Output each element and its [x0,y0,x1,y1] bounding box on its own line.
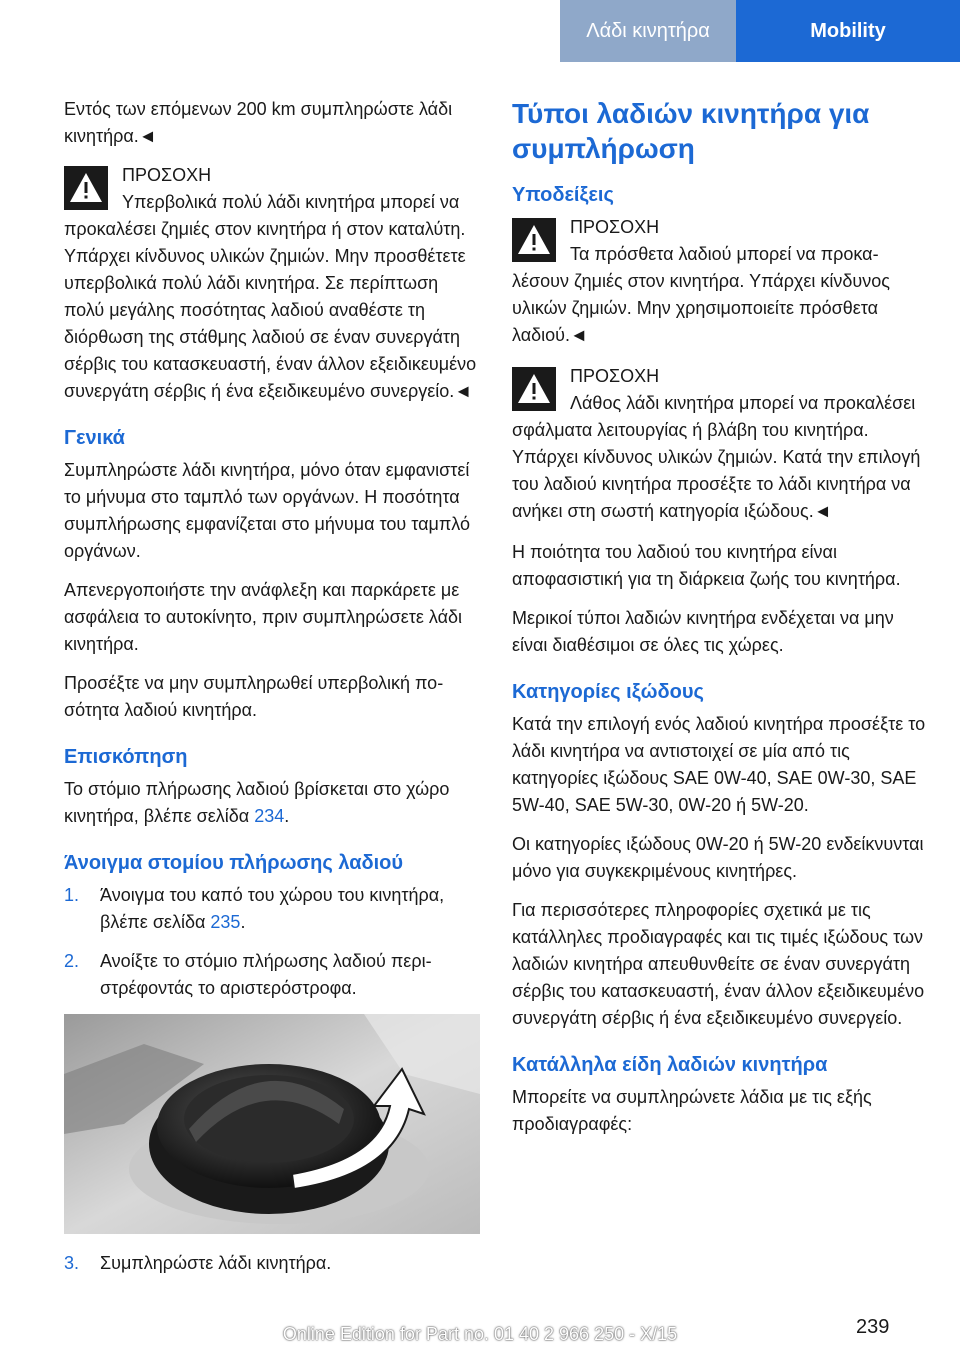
quality-paragraph: Η ποιότητα του λαδιού του κινητήρα είναι αποφασιστική για τη διάρκεια ζωής του κινητήρα. [512,542,901,589]
overview-heading: Επισκόπηση [64,746,188,768]
step-text: Συμπληρώστε λάδι κινητήρα. [100,1253,332,1273]
oil-filler-cap-photo [64,1014,480,1234]
left-column [64,96,480,1289]
warning-title: ΠΡΟΣΟΧΗ [570,217,660,237]
viscosity-heading: Κατηγορίες ιξώδους [512,681,704,703]
step-text: Ανοίξτε το στόμιο πλήρωσης λαδιού περιστρέφοντάς το αριστερόστροφα. [100,951,432,998]
suitable-oils-paragraph: Μπορείτε να συμπληρώνετε λάδια με τις εξής προδιαγραφές: [512,1087,872,1134]
page-reference-link[interactable]: 235 [210,912,241,932]
steps-list-continued [64,1250,480,1277]
step-period: . [240,912,246,932]
warning-box [64,162,480,405]
overview-period: . [284,806,290,826]
steps-list [64,882,480,1002]
page-reference-link[interactable]: 234 [254,806,285,826]
header-section-tab[interactable]: Mobility [736,0,960,62]
warning-box [512,214,928,349]
warning-text: Τα πρόσθετα λαδιού μπορεί να προκαλέσουν ζημιές στον κινητήρα. Υπάρχει κίνδυνος υλικών ζημιών. Μην χρησιμοποιείτε πρόσθετα λαδιού.◄ [512,244,890,345]
viscosity-paragraph: Για περισσότερες πληροφορίες σχετικά με τις κατάλληλες προδιαγραφές και τις τιμές ιξώδους των λαδιών κινητήρα απευθυνθείτε σε έναν συνεργάτη σέρβις του κατασκευαστή, έναν άλλον εξειδικευμένο συνεργάτη σέρβις ή ένα εξειδικευμένο συνεργείο. [512,900,925,1028]
footer-edition: Online Edition for Part no. 01 40 2 966 250 - X/15 [282,1324,678,1344]
warning-icon [512,367,556,411]
warning-text: Υπερβολικά πολύ λάδι κινητήρα μπορεί να προκαλέσει ζημιές στον κινητήρα ή στον καταλύτη. Υπάρχει κίνδυνος υλικών ζημιών. Μην προσθέτετε υπερβολικά πολύ λάδι κινητήρα. Σε περίπτωση πολύ μεγάλης ποσότητας λαδιού αναθέστε τη διόρθωση της στάθμης λαδιού σε έναν συνεργάτη σέρβις του κατασκευαστή, έναν άλλον εξειδικευμένο συνεργάτη σέρβις ή ένα εξειδικευμένο συνεργείο.◄ [64,192,477,401]
overview-text: Το στόμιο πλήρωσης λαδιού βρίσκεται στο χώρο κινητήρα, βλέπε σελίδα [64,779,450,826]
warning-title: ΠΡΟΣΟΧΗ [122,165,212,185]
list-item [64,882,480,936]
general-paragraph: Συμπληρώστε λάδι κινητήρα, μόνο όταν εμφανιστεί το μήνυμα στο ταμπλό των οργάνων. Η ποσότητα συμπλήρωσης εμφανίζεται στο μήνυμα του ταμπλό οργάνων. [64,460,471,561]
step-number: 3. [64,1253,80,1273]
step-number: 2. [64,951,80,971]
suitable-oils-heading: Κατάλληλα είδη λαδιών κινητήρα [512,1054,828,1076]
page-header [0,0,960,62]
viscosity-paragraph: Κατά την επιλογή ενός λαδιού κινητήρα προσέξτε το λάδι κινητήρα να αντιστοιχεί σε μία από τις κατηγορίες ιξώδους SAE 0W-40, SAE 0W-30, SAE 5W-40, SAE 5W-30, 0W-20 ή 5W-20. [512,714,926,815]
warning-text: Λάθος λάδι κινητήρα μπορεί να προκαλέσει σφάλματα λειτουργίας ή βλάβη του κινητήρα. Υπάρχει κίνδυνος υλικών ζημιών. Κατά την επιλογή του λαδιού κινητήρα προσέξτε το λάδι κινητήρα να ανήκει στη σωστή κατηγορία ιξώδους.◄ [512,393,921,521]
warning-box [512,363,928,525]
quality-paragraph: Μερικοί τύποι λαδιών κινητήρα ενδέχεται να μην είναι διαθέσιμοι σε όλες τις χώρες. [512,608,894,655]
general-paragraph: Προσέξτε να μην συμπληρωθεί υπερβολική ποσότητα λαδιού κινητήρα. [64,673,444,720]
header-chapter-tab[interactable]: Λάδι κινητήρα [560,0,736,62]
intro-text: Εντός των επόμενων 200 km συμπληρώστε λάδι κινητήρα.◄ [64,99,453,146]
list-item [64,948,480,1002]
right-column [512,96,928,1150]
step-text: Άνοιγμα του καπό του χώρου του κινητήρα, βλέπε σελίδα [100,885,445,932]
opening-heading: Άνοιγμα στομίου πλήρωσης λαδιού [64,852,404,874]
general-heading: Γενικά [64,427,125,449]
general-paragraph: Απενεργοποιήστε την ανάφλεξη και παρκάρετε με ασφάλεια το αυτοκίνητο, πριν συμπληρώσετε λάδι κινητήρα. [64,580,463,654]
section-title: Τύποι λαδιών κινητήρα για συμπλήρωση [512,98,870,164]
warning-icon [512,218,556,262]
viscosity-paragraph: Οι κατηγορίες ιξώδους 0W-20 ή 5W-20 ενδείκνυνται μόνο για συγκεκριμένους κινητήρες. [512,834,924,881]
step-number: 1. [64,885,80,905]
page-number: 239 [856,1316,890,1338]
overview-paragraph [64,776,480,830]
list-item [64,1250,480,1277]
warning-title: ΠΡΟΣΟΧΗ [570,366,660,386]
warning-icon [64,166,108,210]
notes-heading: Υποδείξεις [512,184,614,206]
